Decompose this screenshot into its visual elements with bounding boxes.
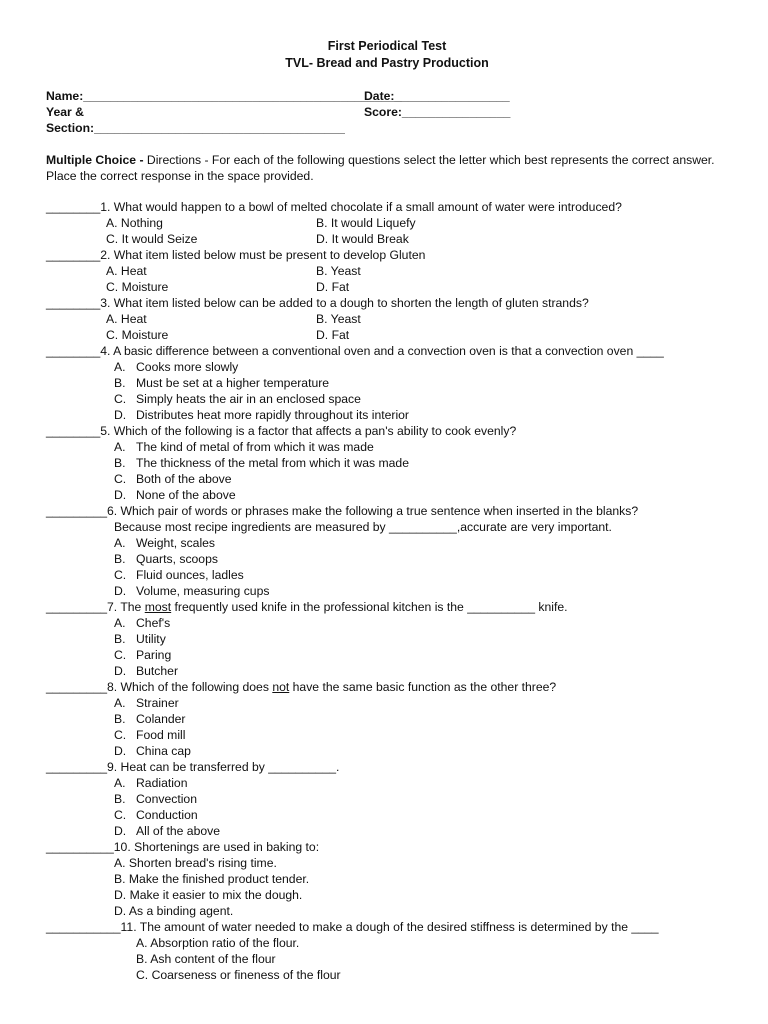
question-8-emphasis: not [272, 680, 290, 694]
choice [114, 455, 728, 471]
student-fields [46, 88, 728, 136]
choice: B. Make the finished product tender. [114, 872, 310, 886]
choice [114, 695, 728, 711]
choice [114, 743, 728, 759]
choice: B. It would Liquefy [316, 216, 416, 230]
choice: A. Heat [106, 264, 147, 278]
question-8-prefix: _________8. Which of the following does [46, 680, 273, 694]
choice-text: Colander [136, 712, 186, 726]
question-2-choices [106, 263, 728, 295]
choice-letter: C. [114, 808, 127, 822]
choice-text: Fluid ounces, ladles [136, 568, 244, 582]
choice-letter: C. [114, 728, 127, 742]
question-10: __________10. Shortenings are used in baking to: [46, 840, 320, 854]
choice [114, 647, 728, 663]
choice: B. Yeast [316, 312, 361, 326]
choice-letter: A. [114, 536, 126, 550]
choice-text: Distributes heat more rapidly throughout its interior [136, 408, 409, 422]
choice-text: Quarts, scoops [136, 552, 218, 566]
question-3-choices [106, 311, 728, 343]
choice-letter: B. [114, 456, 126, 470]
question-9-choices [114, 775, 728, 839]
choice [114, 583, 728, 599]
choice: D. As a binding agent. [114, 904, 234, 918]
choice [114, 471, 728, 487]
choice-letter: B. [114, 376, 126, 390]
directions [46, 152, 728, 184]
choice-text: Paring [136, 648, 172, 662]
choice: C. Coarseness or fineness of the flour [136, 968, 341, 982]
question-4: ________4. A basic difference between a conventional oven and a convection oven is that a convection oven ____ [46, 344, 664, 358]
choice-letter: A. [114, 360, 126, 374]
choice-letter: A. [114, 776, 126, 790]
choice [114, 807, 728, 823]
choice: D. Fat [316, 280, 350, 294]
choice-letter: D. [114, 664, 127, 678]
choice-text: All of the above [136, 824, 221, 838]
question-1: ________1. What would happen to a bowl of melted chocolate if a small amount of water were introduced? [46, 200, 622, 214]
choice [114, 439, 728, 455]
choice: A. Nothing [106, 216, 163, 230]
question-6: _________6. Which pair of words or phrases make the following a true sentence when inserted in the blanks? [46, 504, 639, 518]
choice [114, 391, 728, 407]
choice [114, 631, 728, 647]
choice-letter: B. [114, 632, 126, 646]
question-8 [46, 679, 728, 695]
choice-letter: C. [114, 392, 127, 406]
choice-text: Weight, scales [136, 536, 216, 550]
choice-letter: D. [114, 744, 127, 758]
choice-letter: A. [114, 616, 126, 630]
choice-text: Conduction [136, 808, 198, 822]
choice [114, 407, 728, 423]
question-7-emphasis: most [144, 600, 172, 614]
test-title: First Periodical Test [327, 39, 447, 53]
choice-letter: C. [114, 648, 127, 662]
question-5-choices [114, 439, 728, 503]
choice [114, 727, 728, 743]
choice: C. It would Seize [106, 232, 198, 246]
question-5: ________5. Which of the following is a factor that affects a pan's ability to cook evenly? [46, 424, 517, 438]
question-4-choices [114, 359, 728, 423]
name-field: Name:_______________________________________________ [46, 89, 402, 103]
question-list [46, 199, 728, 983]
choice [114, 711, 728, 727]
choice: D. Fat [316, 328, 350, 342]
choice-text: Simply heats the air in an enclosed space [136, 392, 361, 406]
choice-text: Volume, measuring cups [136, 584, 270, 598]
choice-text: Butcher [136, 664, 179, 678]
choice: D. Make it easier to mix the dough. [114, 888, 303, 902]
choice [114, 359, 728, 375]
choice [114, 551, 728, 567]
question-9: _________9. Heat can be transferred by __________. [46, 760, 340, 774]
question-7 [46, 599, 728, 615]
choice-letter: D. [114, 824, 127, 838]
question-10-choices [114, 855, 728, 919]
question-2: ________2. What item listed below must be present to develop Gluten [46, 248, 426, 262]
choice-text: Both of the above [136, 472, 232, 486]
choice-letter: C. [114, 568, 127, 582]
question-8-choices [114, 695, 728, 759]
choice-letter: B. [114, 792, 126, 806]
choice-text: Food mill [136, 728, 186, 742]
choice [114, 823, 728, 839]
choice [114, 375, 728, 391]
choice [114, 775, 728, 791]
choice-text: Strainer [136, 696, 179, 710]
choice-letter: A. [114, 696, 126, 710]
choice [114, 487, 728, 503]
directions-label: Multiple Choice - [46, 153, 147, 167]
question-7-choices [114, 615, 728, 679]
question-8-suffix: have the same basic function as the other three? [289, 680, 557, 694]
choice-text: Radiation [136, 776, 188, 790]
test-subtitle: TVL- Bread and Pastry Production [285, 56, 489, 70]
question-1-choices [106, 215, 728, 247]
question-11: ___________11. The amount of water needed to make a dough of the desired stiffness is determined by the ____ [46, 920, 659, 934]
choice-text: China cap [136, 744, 191, 758]
choice: B. Yeast [316, 264, 361, 278]
choice-text: Cooks more slowly [136, 360, 239, 374]
choice-text: Chef's [136, 616, 171, 630]
choice: C. Moisture [106, 328, 169, 342]
choice-text: The thickness of the metal from which it was made [136, 456, 409, 470]
question-7-prefix: _________7. The [46, 600, 145, 614]
choice-letter: D. [114, 584, 127, 598]
date-field: Date:_________________ [364, 89, 510, 103]
score-field: Score:________________ [364, 105, 511, 119]
question-6-sentence: Because most recipe ingredients are measured by __________,accurate are very important. [114, 520, 612, 534]
year-section-field: Year & Section:_____________________________________ [46, 105, 345, 135]
choice-letter: D. [114, 488, 127, 502]
choice-text: None of the above [136, 488, 236, 502]
choice: D. It would Break [316, 232, 409, 246]
choice: A. Shorten bread's rising time. [114, 856, 277, 870]
choice: C. Moisture [106, 280, 169, 294]
question-7-suffix: frequently used knife in the professional kitchen is the __________ knife. [171, 600, 568, 614]
choice [114, 615, 728, 631]
choice-text: Utility [136, 632, 166, 646]
question-6-choices [114, 535, 728, 599]
choice-letter: A. [114, 440, 126, 454]
choice [114, 791, 728, 807]
directions-text: Directions - For each of the following questions select the letter which best represents the correct answer. Place the correct response in the space provided. [46, 153, 715, 183]
choice: A. Heat [106, 312, 147, 326]
choice-letter: C. [114, 472, 127, 486]
choice [114, 567, 728, 583]
choice-letter: B. [114, 712, 126, 726]
choice-text: The kind of metal of from which it was made [136, 440, 374, 454]
choice: B. Ash content of the flour [136, 952, 276, 966]
choice [114, 663, 728, 679]
choice: A. Absorption ratio of the flour. [136, 936, 300, 950]
choice-text: Convection [136, 792, 197, 806]
choice-letter: D. [114, 408, 127, 422]
choice-letter: B. [114, 552, 126, 566]
question-11-choices [136, 935, 728, 983]
choice [114, 535, 728, 551]
question-3: ________3. What item listed below can be added to a dough to shorten the length of gluten strands? [46, 296, 589, 310]
choice-text: Must be set at a higher temperature [136, 376, 330, 390]
